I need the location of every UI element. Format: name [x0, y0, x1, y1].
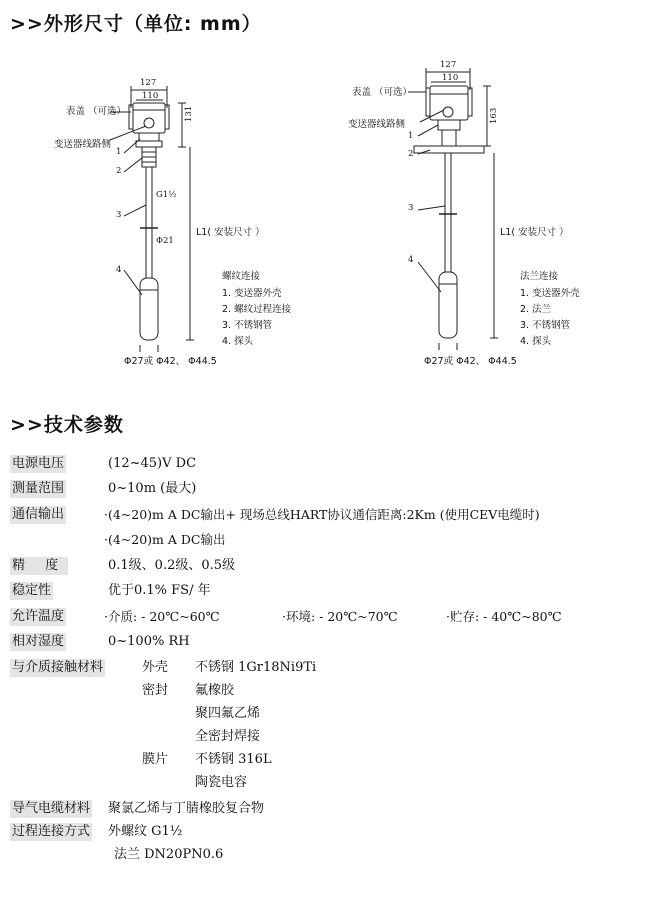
spec-label-accuracy: 精 度 [12, 558, 67, 573]
left-probe-dia: Φ27或 Φ42、 Φ44.5 [124, 356, 217, 367]
material-seal-label: 密封 [142, 683, 169, 698]
spec-label-temp: 允许温度 [12, 609, 65, 624]
left-install-dim: L1( 安装尺寸 ） [196, 227, 265, 238]
right-dim-110: 110 [442, 73, 459, 83]
spec-label-stability: 稳定性 [12, 583, 52, 598]
spec-value-power: (12~45)V DC [108, 456, 197, 471]
right-part-1: 1. 变送器外壳 [520, 288, 580, 299]
spec-value-process-2: 法兰 DN20PN0.6 [114, 847, 224, 862]
left-part-4: 4. 探头 [222, 336, 254, 347]
spec-value-temp-medium: ·介质: - 20℃~60℃ [104, 609, 220, 624]
spec-value-range: 0~10m (最大) [108, 481, 197, 496]
spec-value-accuracy: 0.1级、0.2级、0.5级 [108, 558, 236, 573]
spec-label-output: 通信输出 [12, 507, 65, 522]
left-callout-1: 1 [116, 147, 122, 157]
right-callout-1: 1 [408, 131, 414, 141]
spec-label-power: 电源电压 [12, 456, 65, 471]
spec-label-cable: 导气电缆材料 [12, 801, 91, 816]
left-part-2: 2. 螺纹过程连接 [222, 304, 292, 315]
spec-value-temp-ambient: ·环境: - 20℃~70℃ [282, 609, 398, 624]
spec-value-output-1: ·(4~20)m A DC输出+ 现场总线HART协议通信距离:2Km (使用CEV电缆时) [104, 507, 540, 522]
left-dim-131: 131 [184, 105, 194, 122]
right-label-wiring: 变送器线路侧 [348, 119, 406, 130]
material-diaphragm-value-2: 陶瓷电容 [195, 775, 248, 790]
material-diaphragm-value-1: 不锈钢 316L [195, 752, 272, 767]
right-housing [430, 86, 468, 120]
left-callout-2: 2 [116, 166, 122, 176]
spec-value-process-1: 外螺纹 G1½ [108, 824, 183, 839]
right-connection-title: 法兰连接 [520, 271, 559, 282]
right-dim-127: 127 [440, 60, 457, 70]
left-connection-title: 螺纹连接 [222, 271, 261, 282]
spec-value-output-2: ·(4~20)m A DC输出 [104, 532, 226, 547]
left-cover-cap [129, 105, 133, 129]
spec-value-cable: 聚氯乙烯与丁腈橡胶复合物 [108, 801, 265, 816]
left-label-wiring: 变送器线路侧 [54, 139, 112, 150]
section-title-dimensions: >>外形尺寸（单位: mm） [10, 13, 262, 35]
spec-value-stability: 优于0.1% FS/ 年 [108, 583, 211, 598]
left-rod-dia: Φ21 [156, 236, 174, 246]
right-part-2: 2. 法兰 [520, 304, 552, 315]
material-shell-label: 外壳 [142, 660, 169, 675]
spec-label-process: 过程连接方式 [12, 824, 91, 839]
right-install-dim: L1( 安装尺寸 ） [500, 227, 569, 238]
material-shell-value: 不锈钢 1Gr18Ni9Ti [195, 660, 317, 675]
material-seal-value-3: 全密封焊接 [195, 729, 261, 744]
spec-label-material: 与介质接触材料 [12, 660, 104, 675]
right-callout-4: 4 [408, 255, 414, 265]
left-part-3: 3. 不锈钢管 [222, 320, 273, 331]
left-part-1: 1. 变送器外壳 [222, 288, 282, 299]
left-probe [140, 278, 158, 340]
left-thread-label: G1½ [156, 190, 177, 200]
right-label-cover: 表盖 （可选） [352, 87, 413, 98]
left-callout-4: 4 [116, 265, 122, 275]
spec-value-humidity: 0~100% RH [108, 634, 190, 649]
spec-value-temp-storage: ·贮存: - 40℃~80℃ [446, 609, 562, 624]
right-probe-dia: Φ27或 Φ42、 Φ44.5 [424, 356, 517, 367]
right-callout-3: 3 [408, 203, 414, 213]
right-callout-2: 2 [408, 149, 414, 159]
material-seal-value-1: 氟橡胶 [195, 683, 235, 698]
spec-label-humidity: 相对湿度 [12, 634, 65, 649]
section-title-specs: >>技术参数 [10, 414, 124, 436]
right-part-4: 4. 探头 [520, 336, 552, 347]
material-diaphragm-label: 膜片 [142, 752, 169, 767]
left-label-cover: 表盖 （可选） [66, 106, 127, 117]
right-dim-163: 163 [489, 107, 499, 124]
right-probe [439, 272, 457, 338]
right-part-3: 3. 不锈钢管 [520, 320, 571, 331]
material-seal-value-2: 聚四氟乙烯 [195, 706, 261, 721]
left-callout-3: 3 [116, 210, 122, 220]
left-dim-110: 110 [142, 91, 159, 101]
spec-label-range: 测量范围 [12, 481, 65, 496]
left-dim-127: 127 [140, 78, 157, 88]
